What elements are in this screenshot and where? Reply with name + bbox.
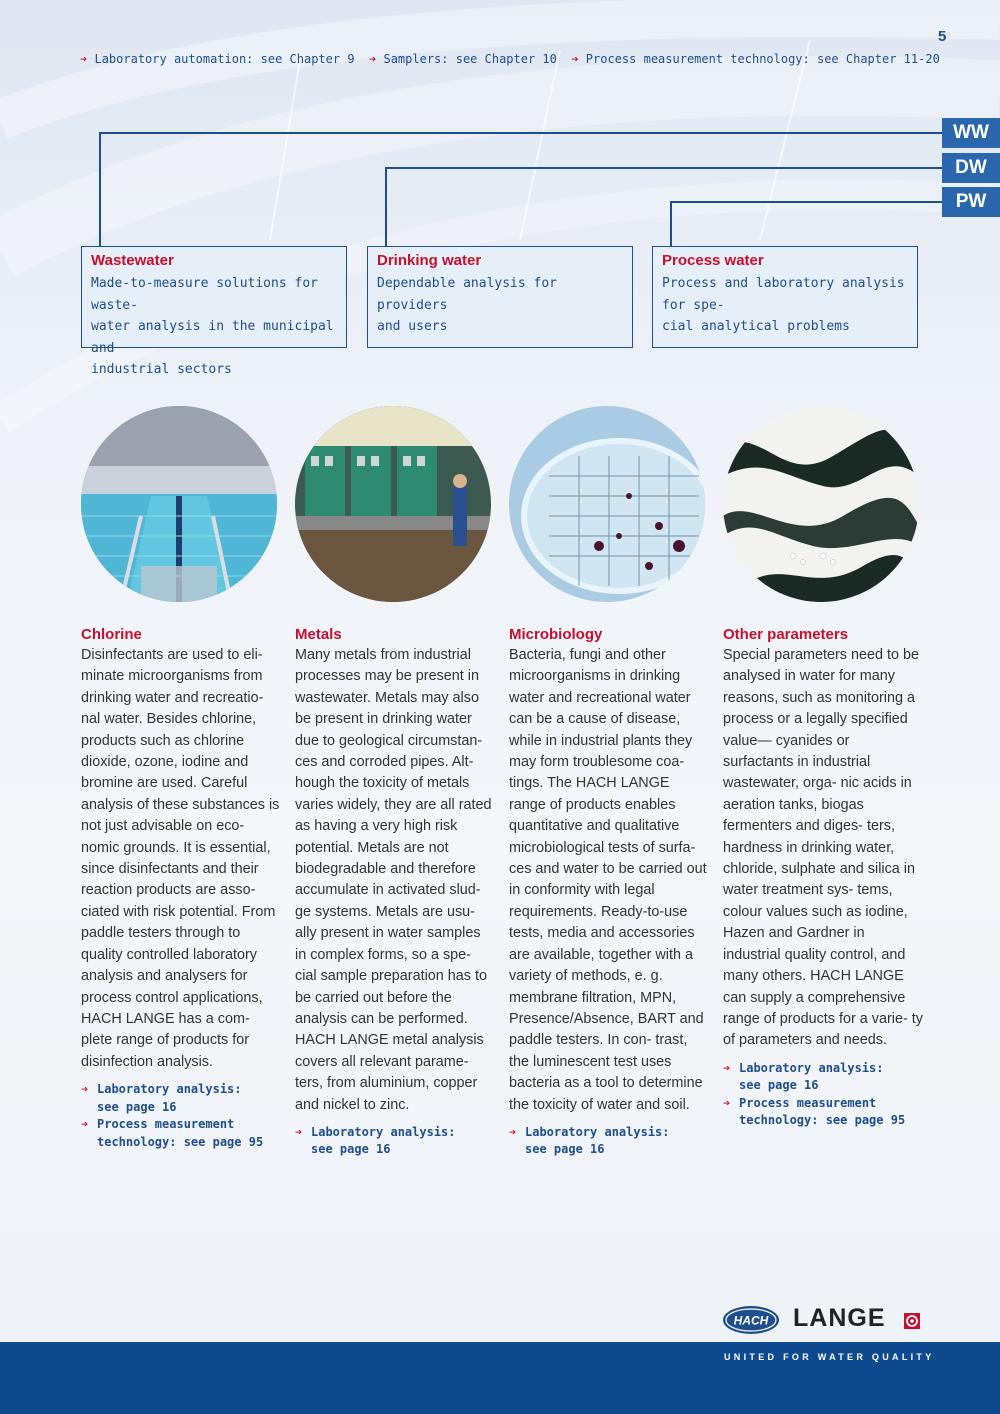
sector-description (91, 273, 337, 381)
ref-line: Laboratory analysis: (311, 1124, 456, 1139)
reference-link[interactable] (723, 1095, 923, 1130)
connector-line (99, 132, 942, 134)
sector-description (377, 273, 623, 338)
column-metals (295, 626, 495, 1159)
tab-ww[interactable]: WW (942, 118, 1000, 148)
sector-title: Drinking water (377, 252, 482, 269)
nav-link-process-measurement[interactable]: Process measurement technology: see Chapter 11-20 (585, 52, 940, 66)
sector-box-wastewater (81, 246, 347, 377)
arrow-icon: ➔ (295, 1124, 303, 1139)
lange-logo-text: LANGE (793, 1304, 886, 1332)
page-number: 5 (938, 28, 947, 45)
sector-box-drinking-water (367, 246, 633, 348)
desc-line: water analysis in the municipal and (91, 319, 334, 356)
desc-line: cial analytical problems (662, 319, 850, 334)
hach-logo (722, 1305, 780, 1335)
arrow-icon: ➔ (723, 1060, 731, 1075)
section-title: Microbiology (509, 626, 603, 643)
desc-line: Dependable analysis for providers (377, 276, 558, 313)
ref-line: Laboratory analysis: (739, 1060, 884, 1075)
metal-plating-plant-photo (295, 406, 491, 602)
reference-link[interactable] (81, 1116, 281, 1151)
petri-dish-photo (509, 406, 705, 602)
column-other-parameters (723, 626, 923, 1130)
arrow-icon: ➔ (369, 52, 377, 66)
ref-line: Laboratory analysis: (97, 1082, 242, 1097)
page-references (81, 1081, 281, 1151)
column-chlorine (81, 626, 281, 1151)
ref-line: Laboratory analysis: (525, 1124, 670, 1139)
ref-line: Process measurement (97, 1117, 235, 1132)
section-body: Disinfectants are used to eli- minate microorganisms from drinking water and recreatio- nal water. Besides chlorine, products such as chlorine dioxide, ozone, iodine and bromine are used. Careful analysis of these substances is not just advisable on eco- nomic grounds. It is essential, since disinfectants and their reaction products are asso- ciated with risk potential. From paddle testers through to quality controlled laboratory analysis and analysers for process control applications, HACH LANGE has a com- plete range of products for disinfection analysis. (81, 647, 280, 1070)
tab-dw[interactable]: DW (942, 153, 1000, 183)
tagline: UNITED FOR WATER QUALITY (724, 1352, 935, 1362)
reference-link[interactable] (723, 1060, 923, 1095)
arrow-icon: ➔ (509, 1124, 517, 1139)
arrow-icon: ➔ (80, 52, 88, 66)
swimming-pool-photo (81, 406, 277, 602)
ref-line: technology: see page 95 (97, 1134, 264, 1149)
section-title: Other parameters (723, 626, 849, 643)
sector-title: Process water (662, 252, 764, 269)
ref-line: technology: see page 95 (739, 1113, 906, 1128)
nav-link-samplers[interactable]: Samplers: see Chapter 10 (383, 52, 557, 66)
section-body: Many metals from industrial processes may be present in wastewater. Metals may also be present in drinking water due to geological circumstan- ces and corroded pipes. Alt- hough the toxicity of metals varies widely, they are all rated as having a very high risk potential. Metals are not biodegradable and therefore accumulate in activated slud- ge systems. Metals are usu- ally present in water samples in complex forms, so a spe- cial sample preparation has to be carried out before the analysis can be performed. HACH LANGE metal analysis covers all relevant parame- ters, from aluminium, copper and nickel to zinc. (295, 647, 492, 1113)
connector-line (670, 201, 672, 246)
desc-line: Process and laboratory analysis for spe- (662, 276, 905, 313)
microscopic-sample-photo (723, 406, 919, 602)
section-title: Metals (295, 626, 342, 643)
desc-line: and users (377, 319, 448, 334)
hach-logo-text: HACH (733, 1313, 769, 1328)
ref-line: see page 16 (525, 1142, 605, 1157)
sector-box-process-water (652, 246, 918, 348)
section-title: Chlorine (81, 626, 142, 643)
page-references (295, 1124, 495, 1159)
arrow-icon: ➔ (81, 1082, 89, 1097)
desc-line: industrial sectors (91, 362, 232, 377)
ref-line: see page 16 (311, 1142, 391, 1157)
reference-link[interactable] (509, 1124, 709, 1159)
arrow-icon: ➔ (571, 52, 579, 66)
chapter-nav (80, 52, 940, 66)
connector-line (385, 167, 387, 246)
reference-link[interactable] (81, 1081, 281, 1116)
column-microbiology (509, 626, 709, 1159)
sector-description (662, 273, 908, 338)
ref-line: see page 16 (97, 1099, 177, 1114)
ref-line: Process measurement (739, 1095, 877, 1110)
desc-line: Made-to-measure solutions for waste- (91, 276, 318, 313)
page-references (509, 1124, 709, 1159)
connector-line (385, 167, 942, 169)
reference-link[interactable] (295, 1124, 495, 1159)
connector-line (670, 201, 942, 203)
ref-line: see page 16 (739, 1078, 819, 1093)
arrow-icon: ➔ (81, 1117, 89, 1132)
lange-logo-mark (904, 1313, 920, 1329)
nav-link-lab-automation[interactable]: Laboratory automation: see Chapter 9 (94, 52, 355, 66)
section-body: Special parameters need to be analysed in water for many reasons, such as monitoring a process or a legally specified value— cyanides or surfactants in industrial wastewater, orga- nic acids in aeration tanks, biogas fermenters and diges- ters, hardness in drinking water, chloride, sulphate and silica in water treatment sys- tems, colour values such as iodine, Hazen and Gardner in industrial quality control, and many others. HACH LANGE can supply a comprehensive range of products for a varie- ty of parameters and needs. (723, 647, 923, 1049)
sector-title: Wastewater (91, 252, 174, 269)
section-body: Bacteria, fungi and other microorganisms in drinking water and recreational water can be a cause of disease, while in industrial plants they may form troublesome coa- tings. The HACH LANGE range of products enables quantitative and qualitative microbiological tests of surfa- ces and water to be carried out in conformity with legal requirements. Ready-to-use tests, media and accessories are available, together with a variety of methods, e. g. membrane filtration, MPN, Presence/Absence, BART and paddle testers. In con- trast, the luminescent test uses bacteria as a tool to determine the toxicity of water and soil. (509, 647, 707, 1113)
tab-pw[interactable]: PW (942, 187, 1000, 217)
page-references (723, 1060, 923, 1130)
arrow-icon: ➔ (723, 1095, 731, 1110)
connector-line (99, 132, 101, 246)
